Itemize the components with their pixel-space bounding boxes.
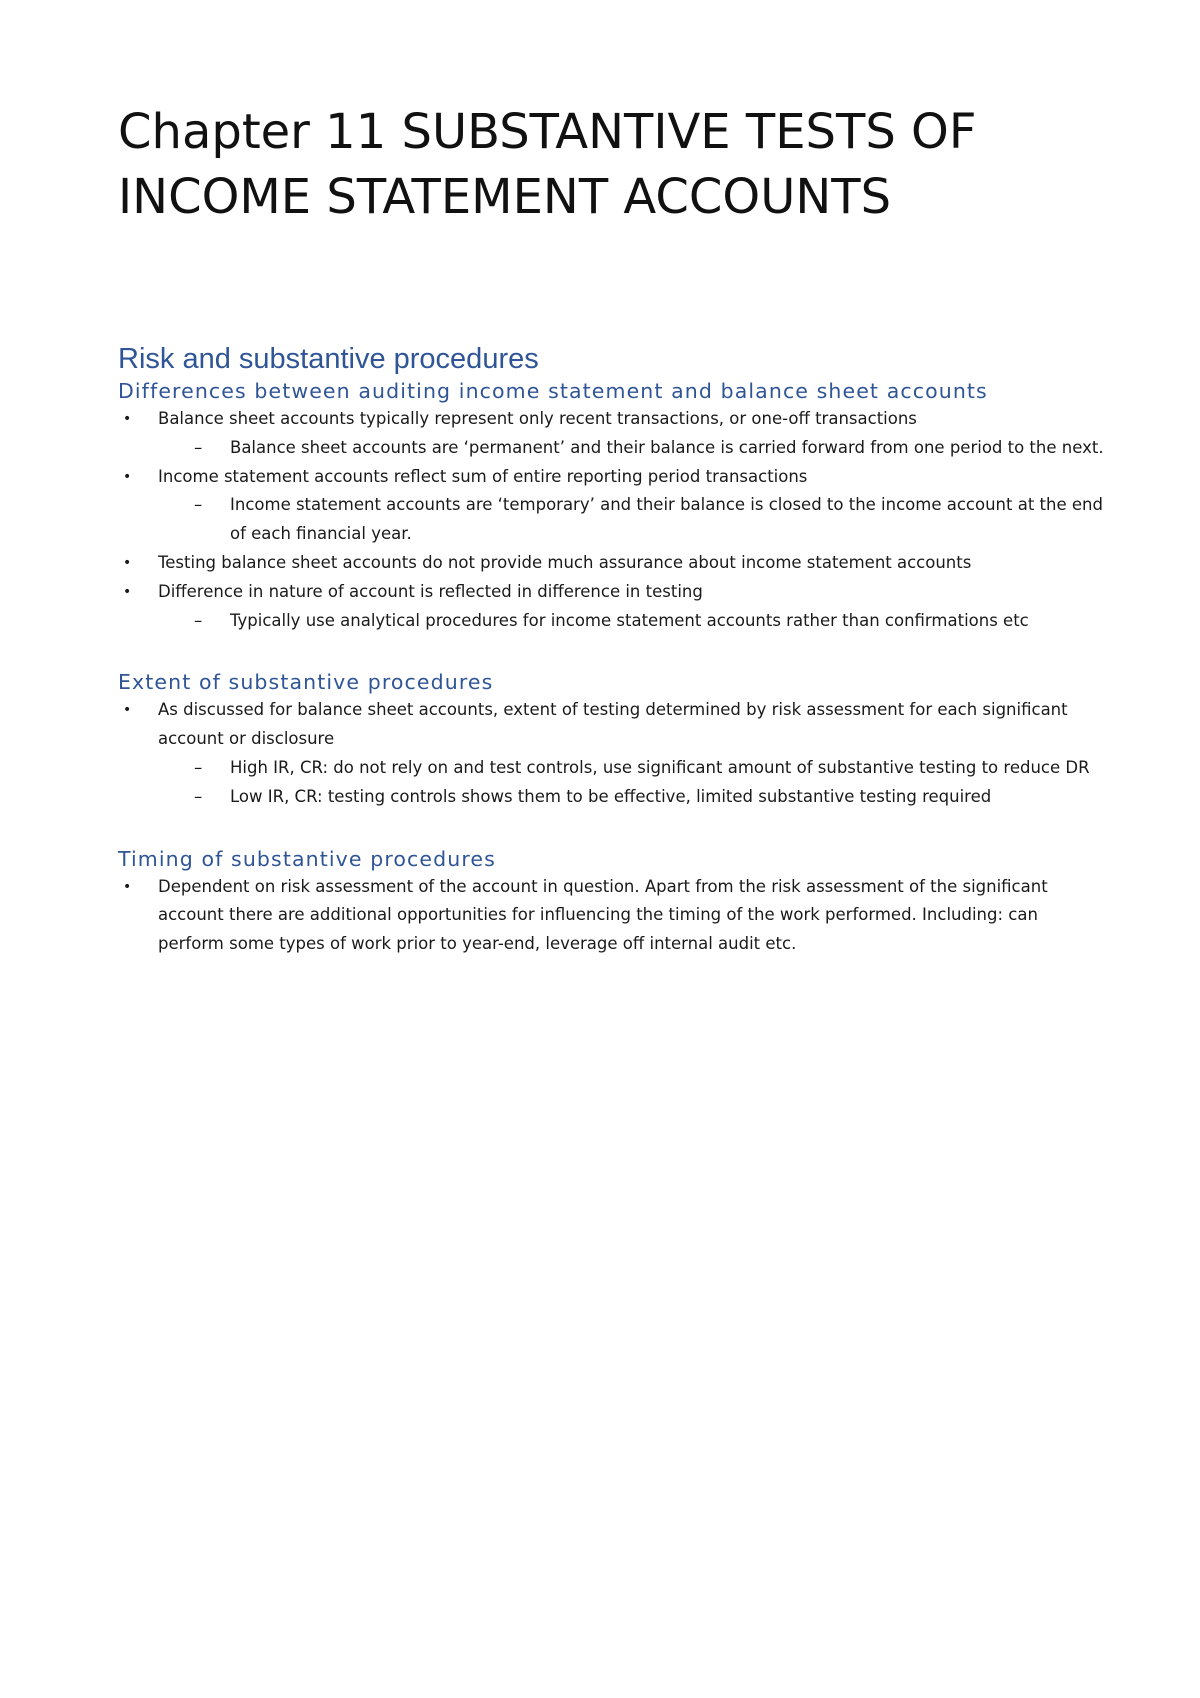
bullet-icon: • [123, 411, 132, 427]
list-item [118, 696, 1108, 754]
sub-list-item-text: Income statement accounts are ‘temporary’ and their balance is closed to the income account at the end of each financial year. [230, 495, 1103, 544]
dash-icon: – [194, 437, 203, 457]
subheading-extent: Extent of substantive procedures [118, 670, 494, 695]
bullet-list-timing [118, 873, 1108, 959]
sub-list-item-text: Balance sheet accounts are ‘permanent’ and their balance is carried forward from one period to the next. [230, 437, 1104, 457]
bullet-list-extent [118, 696, 1108, 811]
bullet-icon: • [123, 554, 132, 571]
sub-list-item [118, 607, 1108, 636]
list-item [118, 463, 1108, 492]
dash-icon: – [194, 495, 203, 515]
sub-list-item [118, 491, 1108, 549]
dash-icon: – [194, 757, 203, 777]
bullet-icon: • [123, 468, 132, 485]
list-item [118, 578, 1108, 607]
sub-list-item [118, 783, 1108, 812]
chapter-title: Chapter 11 SUBSTANTIVE TESTS OF INCOME STATEMENT ACCOUNTS [118, 104, 977, 225]
dash-icon: – [194, 786, 203, 806]
bullet-list-differences [118, 405, 1108, 635]
sub-list-item [118, 754, 1108, 783]
list-item-text: Difference in nature of account is reflected in difference in testing [158, 581, 703, 601]
list-item [118, 405, 1108, 434]
document-page [118, 100, 1108, 959]
subheading-differences: Differences between auditing income statement and balance sheet accounts [118, 379, 988, 403]
list-item-text: Balance sheet accounts typically represent only recent transactions, or one-off transactions [158, 409, 917, 428]
list-item [118, 549, 1108, 578]
bullet-icon: • [123, 702, 132, 719]
dash-icon: – [194, 610, 203, 630]
list-item-text: As discussed for balance sheet accounts, extent of testing determined by risk assessment for each significant account or disclosure [158, 700, 1068, 749]
sub-list-item-text: Low IR, CR: testing controls shows them to be effective, limited substantive testing required [230, 786, 992, 806]
subheading-timing: Timing of substantive procedures [118, 846, 496, 871]
bullet-icon: • [123, 583, 132, 600]
list-item-text: Income statement accounts reflect sum of entire reporting period transactions [158, 466, 808, 486]
list-item [118, 873, 1108, 959]
list-item-text: Testing balance sheet accounts do not provide much assurance about income statement accounts [158, 552, 972, 572]
bullet-icon: • [123, 878, 132, 895]
sub-list-item [118, 434, 1108, 463]
sub-list-item-text: Typically use analytical procedures for income statement accounts rather than confirmations etc [230, 610, 1029, 630]
list-item-text: Dependent on risk assessment of the account in question. Apart from the risk assessment of the significant account there are additional opportunities for influencing the timing of the work performed. Including: can perform some types of work prior to year-end, leverage off internal audit etc. [158, 876, 1048, 954]
section-heading-risk: Risk and substantive procedures [118, 343, 539, 375]
sub-list-item-text: High IR, CR: do not rely on and test controls, use significant amount of substantive testing to reduce DR [230, 757, 1090, 777]
